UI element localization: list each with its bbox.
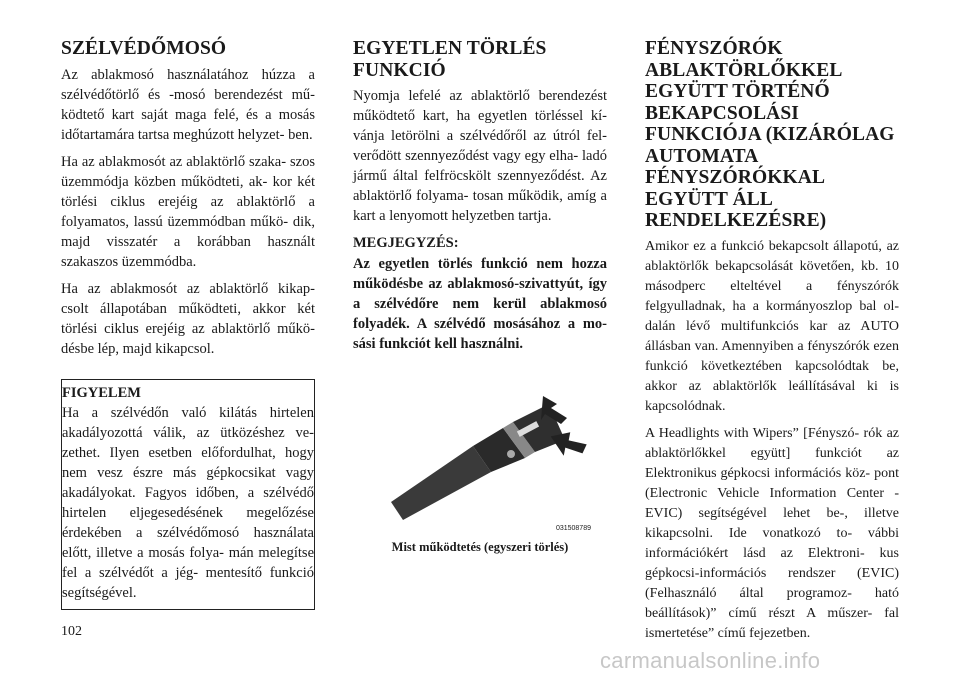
note-text: Az egyetlen törlés funkció nem hozza működésbe az ablakmosó-szivattyút, így a szélvédőre nem kerül ablakmosó folyadék. A szélvédő mosásához a mo- sási funkciót kell használni. [353, 256, 607, 352]
paragraph: A Headlights with Wipers” [Fényszó- rók az ablaktörlőkkel együtt] funkciót az Elektronikus gépkocsi információs köz- pont (Electronic Vehicle Information Center - EVIC) segítségével lehet be-, illetve kikapcsolni. Ide vonatkozó to- vábbi információkért lásd az Elektroni- kus gépkocsi-információs rendszer (EVIC) (Felhasználó által programoz- ható beállítások)” című részt A műszer- fal ismertetése” című fejezetben. [645, 425, 899, 641]
column-3 [645, 38, 899, 644]
paragraph: Ha az ablakmosót az ablaktörlő szaka- szos üzemmódja közben működteti, ak- kor két törlési ciklus erejéig az ablaktörlő a folyamatos, lassú üzemmódban műkö- dik, majd visszatér a korábban használt szakaszos üzemmódba. [61, 153, 315, 270]
watermark: carmanualsonline.info [600, 648, 821, 673]
section-title-headlights-with-wipers: FÉNYSZÓRÓK ABLAKTÖRLŐKKEL EGYÜTT TÖRTÉNŐ BEKAPCSOLÁSI FUNKCIÓJA (KIZÁRÓLAG AUTOMATA FÉNYSZÓRÓKKAL EGYÜTT ÁLL RENDELKEZÉSRE) [645, 38, 895, 231]
note-title: MEGJEGYZÉS: [353, 235, 459, 251]
paragraph: Nyomja lefelé az ablaktörlő berendezést működtető kart, ha egyetlen törléssel kí- vánja letörölni a szélvédőről az útról fel- verődött szennyeződést vagy egy elha- ladó jármű által felfröcskölt szennyeződést. Az ablaktörlő folyama- tosan működik, amíg a kart a lenyomott helyzetben tartja. [353, 88, 607, 224]
figure-code: 031508789 [555, 525, 591, 532]
paragraph: Az ablakmosó használatához húzza a szélvédőtörlő és -mosó berendezést mű- ködtető kart saját maga felé, és a mosás időtartamára tartsa meghúzott helyzet- ben. [61, 66, 315, 143]
page-number: 102 [61, 624, 82, 639]
paragraph: Ha az ablakmosót az ablaktörlő kikap- csolt állapotában működteti, akkor két törlési ciklus erejéig az ablaktörlő műkö- désbe lép, majd kikapcsol. [61, 280, 315, 357]
section-title-single-wipe: EGYETLEN TÖRLÉS FUNKCIÓ [353, 38, 547, 81]
warning-title: FIGYELEM [62, 384, 141, 401]
column-1 [61, 38, 315, 610]
paragraph: Amikor ez a funkció bekapcsolt állapotú, az ablaktörlők bekapcsolását követően, kb. 10 másodperc elteltével a fényszórók felgyulladnak, ha a kormányoszlop bal ol- dalán lévő multifunkciós kar az AUTO állásban van. Amennyiben a fényszórók ezen funkció következtében kapcsolódtak be, akkor az ablaktörlők leállításával ki is kapcsolódnak. [645, 238, 899, 414]
figure-caption: Mist működtetés (egyszeri törlés) [391, 540, 569, 554]
warning-box [61, 379, 315, 610]
column-2 [353, 38, 607, 555]
wiper-stalk-figure [353, 374, 603, 536]
wiper-stalk-illustration [353, 374, 603, 536]
warning-text: Ha a szélvédőn való kilátás hirtelen akadályozottá válik, az ütközéshez ve- zethet. Ilyen esetben előfordulhat, hogy nem vesz észre más gépkocsikat vagy akadályokat. Fagyos időben, a szélvédő hirtelen eljegesedésének megelőzése érdekében a szélvédőmosó használata előtt, illetve a mosás folya- mán melegítse fel a szélvédőt a jég- mentesítő funkció segítségével. [62, 404, 314, 601]
section-title-windshield-washer: SZÉLVÉDŐMOSÓ [61, 38, 227, 59]
